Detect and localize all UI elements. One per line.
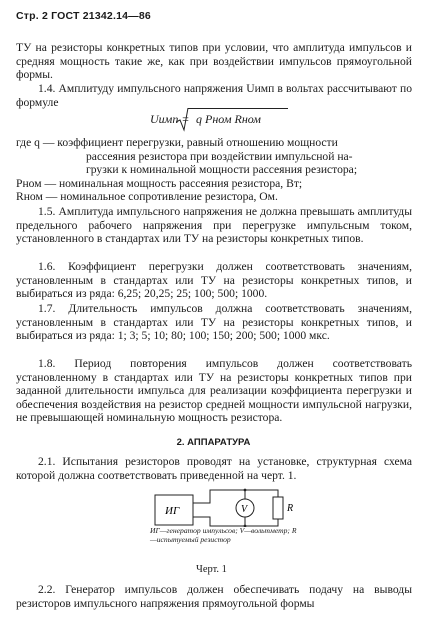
paragraph-text: ТУ на резисторы конкретных типов при условии, что амплитуда импульсов и средняя мощность такие же, как при воздействии импульсов прямоугольной формы. — [16, 41, 412, 82]
definitions-list — [16, 136, 412, 204]
paragraph-2-2 — [16, 583, 412, 610]
definition-q: где q — коэффициент перегрузки, равный отношению мощности — [16, 136, 338, 149]
formula-radicand: q Pном Rном — [196, 112, 261, 126]
figure-number: Черт. 1 — [196, 564, 227, 575]
paragraph-text: 1.7. Длительность импульсов должна соответствовать значениям, установленным в стандартах или ТУ на резисторы конкретных типов, и выбираться из ряда: 1; 3; 5; 10; 80; 100; 150; 200; 500; 1000 мкс. — [16, 302, 412, 343]
figure-caption: ИГ—генератор импульсов; V—вольтметр; R—испытуемый резистор — [150, 526, 297, 544]
paragraph-2-1 — [16, 455, 412, 482]
paragraph-1-7 — [16, 302, 412, 343]
section-title: 2. АППАРАТУРА — [176, 437, 251, 448]
paragraph-text: 1.6. Коэффициент перегрузки должен соответствовать значениям, установленным в стандартах или ТУ на резисторы конкретных типов, и выбираться из ряда: 6,25; 20,25; 25; 100; 500; 1000. — [16, 260, 412, 301]
generator-label: ИГ — [165, 505, 180, 517]
paragraph-1-6 — [16, 260, 412, 301]
formula-u-imp — [150, 108, 290, 132]
paragraph-text: 2.1. Испытания резисторов проводят на установке, структурная схема которой должна соответствовать приведенной на черт. 1. — [16, 455, 412, 482]
definition-q-cont: рассеяния резистора при воздействии импульсной на- — [86, 149, 353, 163]
definition-p-nom: Pном — номинальная мощность рассеяния резистора, Вт; — [16, 176, 303, 190]
paragraph-text: 1.4. Амплитуду импульсного напряжения Uимп в вольтах рассчитывают по формуле — [16, 82, 412, 109]
paragraph-1-5 — [16, 205, 412, 246]
figure-1-diagram — [150, 485, 300, 527]
radical-icon — [176, 108, 190, 132]
resistor-icon — [273, 497, 283, 519]
running-head: Стр. 2 ГОСТ 21342.14—86 — [16, 10, 151, 22]
formula-lhs: Uимп = — [150, 112, 190, 126]
paragraph-1-4 — [16, 82, 412, 109]
paragraph-1-8 — [16, 357, 412, 425]
paragraph-text: 1.5. Амплитуда импульсного напряжения не должна превышать амплитуды предельного рабочего напряжения при перегрузке импульсным током, установленного в стандартах или ТУ на резисторы конкретных типов. — [16, 205, 412, 246]
definition-r-nom: Rном — номинальное сопротивление резистора, Ом. — [16, 190, 278, 204]
voltmeter-label: V — [241, 504, 248, 515]
paragraph-continuation — [16, 41, 412, 82]
resistor-label: R — [287, 503, 294, 514]
paragraph-text: 2.2. Генератор импульсов должен обеспечивать подачу на выводы резисторов импульсного напряжения прямоугольной формы — [16, 583, 412, 610]
definition-q-cont: грузки к номинальной мощности рассеяния резистора; — [86, 163, 358, 177]
paragraph-text: 1.8. Период повторения импульсов должен соответствовать установленному в стандартах или ТУ на резисторы конкретных типов при заданной длительности импульса для реализации коэффициента перегрузки и обеспечения воздействия на резистор средней мощности импульсной нагрузки, не превышающей номинальную мощность резистора. — [16, 357, 412, 425]
